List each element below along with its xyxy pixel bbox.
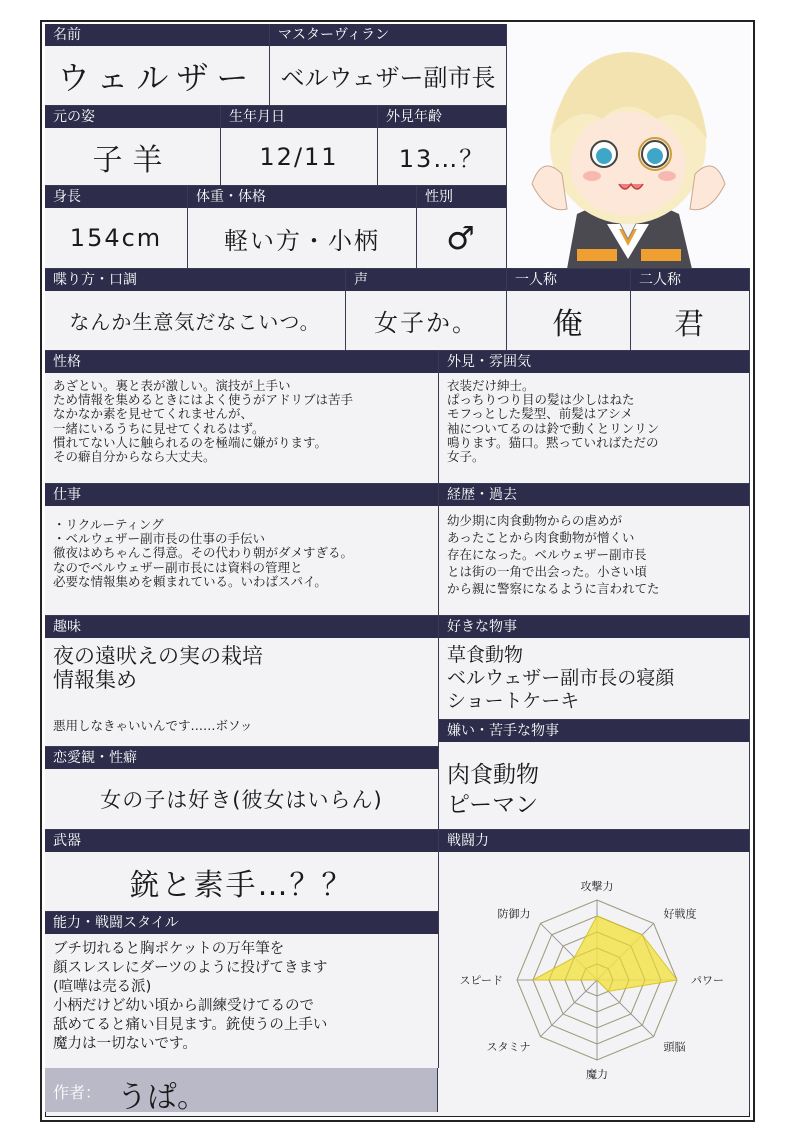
origin-value: 子羊	[92, 142, 173, 178]
hobby-label: 趣味	[45, 616, 438, 638]
radar-axis-label: スタミナ	[486, 1040, 531, 1054]
appearance-cell	[439, 351, 750, 484]
origin-cell	[45, 106, 221, 186]
combat-radar-chart	[439, 852, 750, 1112]
speech-style-value: なんか生意気だなこいつ。	[69, 310, 321, 334]
appearance-label: 外見・雰囲気	[439, 351, 749, 373]
first-person-label: 一人称	[507, 269, 630, 291]
ability-text: ブチ切れると胸ポケットの万年筆を 顔スレスレにダーツのように投げてきます (喧嘩は売る派) 小柄だけど幼い頃から訓練受けてるので 舐めてると痛い目見ます。銃使うの上手い 魔力は一切ないです。	[53, 941, 328, 1052]
name-cell	[45, 24, 270, 106]
gender-label: 性別	[417, 186, 506, 208]
height-cell	[45, 186, 188, 269]
history-cell	[439, 484, 750, 616]
weapon-label: 武器	[45, 830, 438, 852]
dislikes-text: 肉食動物 ピーマン	[447, 762, 539, 818]
weight-value: 軽い方・小柄	[224, 226, 380, 255]
author-label: 作者：	[53, 1083, 102, 1102]
weapon-text: 銃と素手…？？	[129, 867, 354, 903]
job-text: ・リクルーティング ・ベルウェザー副市長の仕事の手伝い 徹夜はめちゃんこ得意。その代わり朝がダメすぎる。 なのでベルウェザー副市長には資料の管理と 必要な情報集めを頼まれている。いわばスパイ。	[53, 517, 354, 589]
history-text: 幼少期に肉食動物からの虐めが あったことから肉食動物が憎くい 存在になった。ベルウェザー副市長 とは街の一角で出会った。小さい頃 から親に警察になるように言われてた	[447, 513, 660, 596]
birthday-cell	[221, 106, 378, 186]
origin-label: 元の姿	[45, 106, 220, 128]
apparent-age-value: 13…？	[398, 145, 486, 173]
birthday-label: 生年月日	[221, 106, 377, 128]
combat-power-cell	[439, 830, 750, 1112]
second-person-label: 二人称	[631, 269, 749, 291]
weapon-cell	[45, 830, 439, 912]
job-label: 仕事	[45, 484, 438, 506]
master-villain-value: ベルウェザー副市長	[280, 64, 496, 92]
height-label: 身長	[45, 186, 187, 208]
weight-label: 体重・体格	[188, 186, 416, 208]
radar-axis-label: 攻撃力	[580, 880, 614, 893]
ability-label: 能力・戦闘スタイル	[45, 912, 438, 934]
height-value: 154cm	[69, 224, 163, 252]
combat-power-label: 戦闘力	[439, 830, 749, 852]
love-text: 女の子は好き(彼女はいらん)	[100, 788, 383, 812]
first-person-cell	[507, 269, 631, 351]
gender-value: ♂	[446, 219, 477, 257]
voice-cell	[346, 269, 507, 351]
radar-axis-label: 防御力	[497, 907, 531, 921]
history-label: 経歴・過去	[439, 484, 749, 506]
likes-cell	[439, 616, 750, 720]
love-cell	[45, 747, 439, 830]
dislikes-cell	[439, 720, 750, 830]
master-villain-label: マスターヴィラン	[270, 24, 506, 46]
hobby-note: 悪用しなきゃいいんです……ボソッ	[53, 718, 253, 733]
radar-axis-label: スピード	[459, 974, 503, 987]
apparent-age-label: 外見年齢	[378, 106, 506, 128]
character-portrait	[507, 24, 750, 269]
hobby-text: 夜の遠吠えの実の栽培 情報集め	[53, 644, 263, 692]
second-person-value: 君	[674, 306, 706, 342]
second-person-cell	[631, 269, 750, 351]
personality-label: 性格	[45, 351, 438, 373]
speech-style-cell	[45, 269, 346, 351]
weight-cell	[188, 186, 417, 269]
name-value: ウェルザー	[57, 58, 257, 97]
birthday-value: 12/11	[259, 142, 339, 171]
dislikes-label: 嫌い・苦手な物事	[439, 720, 749, 742]
appearance-text: 衣装だけ紳士。 ぱっちりつり目の髪は少しはねた モフっとした髪型、前髪はアシメ 袖についてるのは鈴で動くとリンリン 鳴ります。猫口。黙っていればただの 女子。	[447, 378, 660, 465]
radar-axis-label: 魔力	[586, 1068, 608, 1081]
radar-axis-label: 好戦度	[663, 907, 697, 921]
love-label: 恋愛観・性癖	[45, 747, 438, 769]
hobby-cell	[45, 616, 439, 747]
radar-axis-label: パワー	[691, 974, 724, 987]
personality-cell	[45, 351, 439, 484]
character-portrait-illustration	[507, 24, 750, 269]
master-villain-cell	[270, 24, 507, 106]
speech-style-label: 喋り方・口調	[45, 269, 345, 291]
gender-cell	[417, 186, 507, 269]
likes-label: 好きな物事	[439, 616, 749, 638]
radar-axis-label: 頭脳	[663, 1040, 686, 1054]
personality-text: あざとい。裏と表が激しい。演技が上手い ため情報を集めるときにはよく使うがアドリブは苦手 なかなか素を見せてくれませんが、 一緒にいるうちに見せてくれるはず。 慣れてない人に触られるのを極端に嫌がります。 その癖自分からなら大丈夫。	[53, 378, 354, 465]
job-cell	[45, 484, 439, 616]
first-person-value: 俺	[552, 306, 585, 342]
author-bar	[45, 1068, 438, 1115]
voice-value: 女子か。	[374, 309, 478, 337]
apparent-age-cell	[378, 106, 507, 186]
author-name: うぱ。	[117, 1080, 207, 1115]
name-label: 名前	[45, 24, 269, 46]
ability-cell	[45, 912, 439, 1068]
voice-label: 声	[346, 269, 506, 291]
likes-text: 草食動物 ベルウェザー副市長の寝顔 ショートケーキ	[447, 644, 675, 712]
